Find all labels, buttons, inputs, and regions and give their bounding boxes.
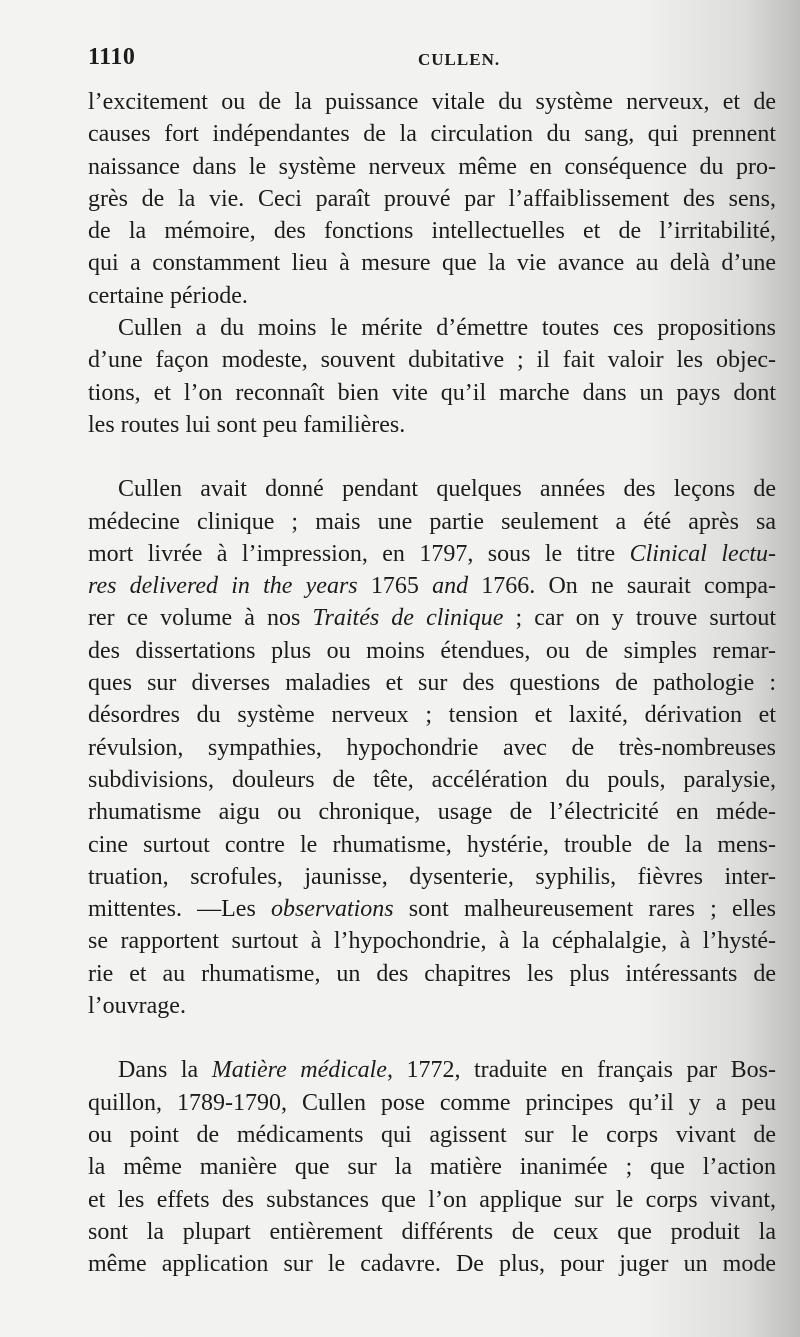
text-line [88,893,776,925]
text-line: naissance dans le système nerveux même en conséquence du pro- [88,153,776,180]
text-line: tions, et l’on reconnaît bien vite qu’il marche dans un pays dont [88,379,776,406]
text-line: grès de la vie. Ceci paraît prouvé par l’affaiblissement des sens, [88,185,776,212]
text-line: subdivisions, douleurs de tête, accélération du pouls, paralysie, [88,766,776,793]
text-line [88,602,776,634]
text-line: médecine clinique ; mais une partie seulement a été après sa [88,508,776,535]
text-line: truation, scrofules, jaunisse, dysenterie, syphilis, fièvres inter- [88,863,776,890]
text-line: Cullen a du moins le mérite d’émettre toutes ces propositions [118,315,776,342]
text-line: causes fort indépendantes de la circulation du sang, qui prennent [88,121,776,148]
text-line [88,570,776,602]
text-line: les routes lui sont peu familières. [88,411,406,438]
text-run: mort livrée à l’impression, en 1797, sous le titre [88,540,630,567]
text-line: l’ouvrage. [88,993,186,1020]
paragraph-3 [88,473,776,1022]
page-header [88,44,778,78]
paragraph-4 [88,1054,776,1280]
text-line: qui a constamment lieu à mesure que la vie avance au delà d’une [88,250,776,277]
book-title-italic: Clinical lectu- [629,540,777,567]
book-title-italic: res delivered in the years [88,573,371,600]
paragraph-1 [88,86,776,312]
text-line: certaine période. [88,282,248,309]
text-run: , 1772, traduite en français par Bos- [386,1057,776,1084]
text-line: même application sur le cadavre. De plus, pour juger un mode [88,1251,776,1278]
text-run: 1766. On ne saurait compa- [468,573,777,600]
italic-run: and [432,573,469,600]
text-line [88,538,776,570]
text-line: sont la plupart entièrement différents de ceux que produit la [88,1218,776,1245]
italic-run: observations [270,896,394,923]
text-line: quillon, 1789-1790, Cullen pose comme principes qu’il y a peu [88,1089,776,1116]
text-line: de la mémoire, des fonctions intellectuelles et de l’irritabilité, [88,218,776,245]
book-title-italic: Matière médicale [211,1057,387,1084]
paragraph-gap [88,1022,776,1054]
text-line: révulsion, sympathies, hypochondrie avec de très-nombreuses [88,734,776,761]
text-run: mittentes. —Les [88,896,271,923]
text-line: d’une façon modeste, souvent dubitative ; il fait valoir les objec- [88,347,776,374]
text-line: se rapportent surtout à l’hypochondrie, à la céphalalgie, à l’hysté- [88,928,776,955]
text-run: sont malheureusement rares ; elles [393,896,776,923]
text-run: Dans la [118,1057,212,1084]
paragraph-gap [88,441,776,473]
text-run: ; car on y trouve surtout [503,605,777,632]
text-line: cine surtout contre le rhumatisme, hystérie, trouble de la mens- [88,831,776,858]
text-line: et les effets des substances que l’on applique sur le corps vivant, [88,1186,776,1213]
text-line: ou point de médicaments qui agissent sur le corps vivant de [88,1121,776,1148]
paragraph-2 [88,312,776,441]
page-number: 1110 [88,44,136,70]
text-line: Cullen avait donné pendant quelques années des leçons de [118,476,776,503]
text-line: désordres du système nerveux ; tension et laxité, dérivation et [88,702,776,729]
text-line: des dissertations plus ou moins étendues, ou de simples remar- [88,637,776,664]
text-run: 1765 [370,573,433,600]
body-text [88,86,776,1280]
text-line: rhumatisme aigu ou chronique, usage de l’électricité en méde- [88,799,776,826]
running-head: CULLEN. [418,50,501,69]
text-line: ques sur diverses maladies et sur des questions de pathologie : [88,670,776,697]
text-line [88,1054,776,1086]
text-line: l’excitement ou de la puissance vitale du système nerveux, et de [88,89,776,115]
italic-run: Traités de clinique [312,605,504,632]
text-line: rie et au rhumatisme, un des chapitres les plus intéressants de [88,960,776,987]
text-run: rer ce volume à nos [88,605,313,632]
text-line: la même manière que sur la matière inanimée ; que l’action [88,1154,776,1181]
